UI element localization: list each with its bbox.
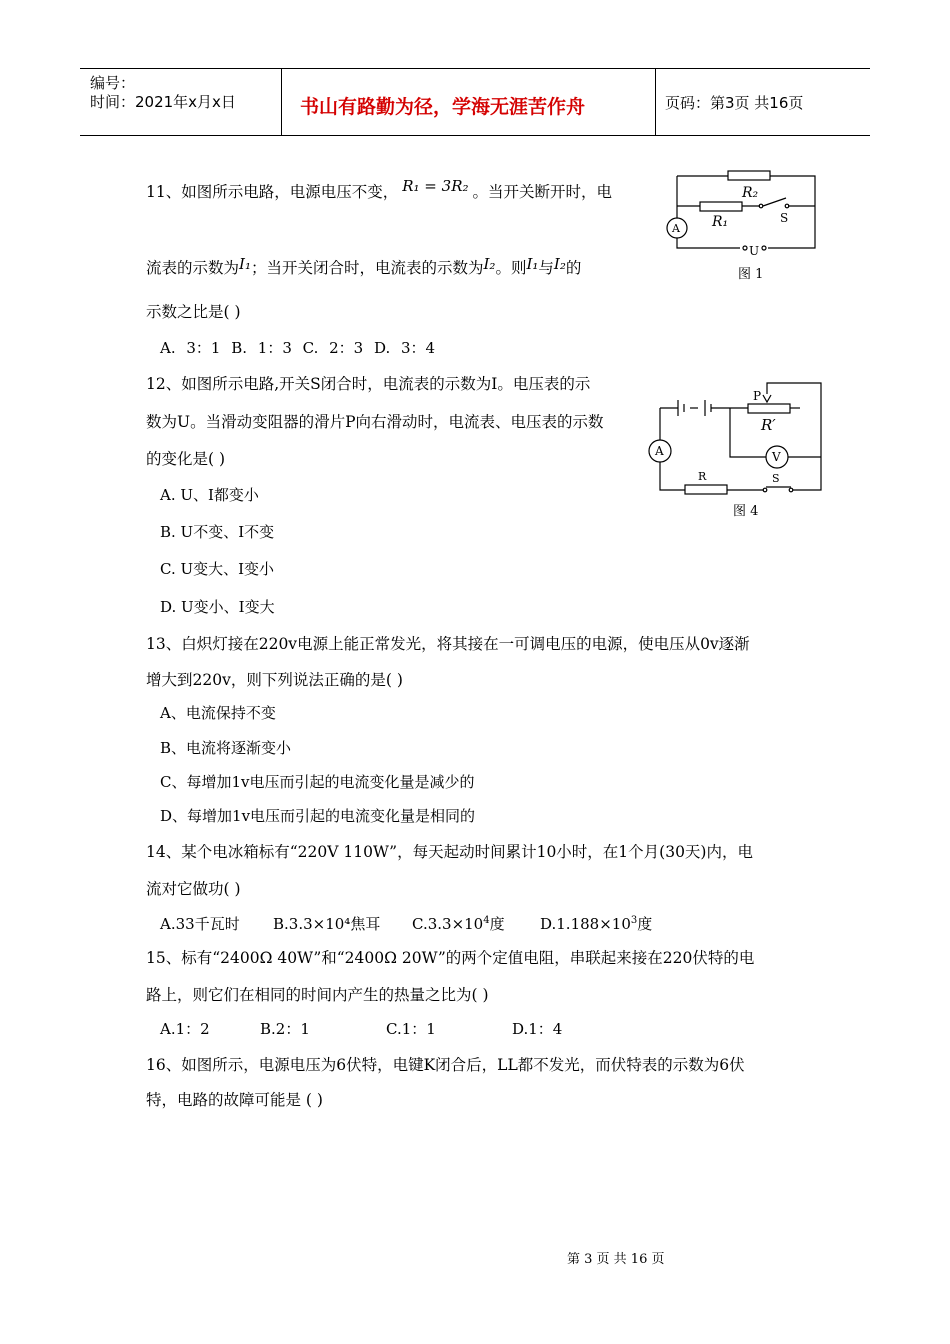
q14-option-c <box>412 913 505 934</box>
fig4-slider-label: P <box>753 389 762 403</box>
header-motto: 书山有路勤为径，学海无涯苦作舟 <box>300 96 586 118</box>
q14-option-c-unit: 度 <box>489 915 505 933</box>
q11-line2-b: ；当开关闭合时，电流表的示数为 <box>250 259 484 277</box>
q12-option-a: A. U、I都变小 <box>160 486 259 504</box>
q13-option-c: C、每增加1v电压而引起的电流变化量是减少的 <box>160 773 475 791</box>
q16-line2: 特，电路的故障可能是 ( ) <box>146 1091 323 1109</box>
q14-option-a: A.33千瓦时 <box>160 915 240 933</box>
q13-line2: 增大到220v，则下列说法正确的是( ) <box>146 671 403 689</box>
q14-option-d <box>540 913 652 934</box>
fig1-u-label: U <box>749 244 760 258</box>
q11-line3: 示数之比是( ) <box>146 303 241 321</box>
q14-line1: 14、某个电冰箱标有“220V 110W”，每天起动时间累计10小时，在1个月(30天)内，电 <box>146 843 753 861</box>
q14-option-d-exp: 3 <box>630 915 638 926</box>
q11-line2-a: 流表的示数为 <box>146 259 240 277</box>
q16-line1: 16、如图所示，电源电压为6伏特，电键K闭合后，LL都不发光，而伏特表的示数为6伏 <box>146 1056 745 1074</box>
q11-line2-d: 与 <box>538 259 554 277</box>
q14-line2: 流对它做功( ) <box>146 880 241 898</box>
q11-i2: I₂ <box>483 255 496 273</box>
q15-option-a: A.1：2 <box>160 1020 210 1038</box>
q13-option-b: B、电流将逐渐变小 <box>160 739 292 757</box>
header-number: 编号： <box>90 74 136 92</box>
q11-text-b: 。当开关断开时，电 <box>472 183 613 201</box>
q12-option-d: D. U变小、I变大 <box>160 598 275 616</box>
fig4-rheostat-label: R′ <box>761 416 776 434</box>
q12-line2: 数为U。当滑动变阻器的滑片P向右滑动时，电流表、电压表的示数 <box>146 413 604 431</box>
q15-line1: 15、标有“2400Ω 40W”和“2400Ω 20W”的两个定值电阻，串联起来接在220伏特的电 <box>146 949 755 967</box>
q12-option-c: C. U变大、I变小 <box>160 560 275 578</box>
header-divider-right <box>655 68 656 135</box>
page-footer: 第 3 页 共 16 页 <box>567 1252 665 1267</box>
header-divider-left <box>281 68 282 135</box>
q15-option-b: B.2：1 <box>260 1020 310 1038</box>
fig4-caption: 图 4 <box>733 504 759 519</box>
fig1-switch-label: S <box>780 211 789 225</box>
q11-i1-b: I₁ <box>526 255 539 273</box>
fig1-r1-label: R₁ <box>712 214 729 230</box>
q11-line2-e: 的 <box>565 259 582 277</box>
q14-option-c-base: C.3.3×10 <box>412 915 484 933</box>
q11-options: A. 3：1 B. 1：3 C. 2：3 D. 3：4 <box>160 339 436 357</box>
fig4-ammeter-label: A <box>655 444 664 458</box>
header-date: 时间：2021年x月x日 <box>90 93 236 111</box>
fig4-voltmeter-label: V <box>772 450 781 464</box>
q11-i2-b: I₂ <box>553 255 566 273</box>
q13-line1: 13、白炽灯接在220v电源上能正常发光，将其接在一可调电压的电源，使电压从0v逐渐 <box>146 635 750 653</box>
q11-formula: R₁ = 3R₂ <box>402 177 469 195</box>
q13-option-d: D、每增加1v电压而引起的电流变化量是相同的 <box>160 807 476 825</box>
q13-option-a: A、电流保持不变 <box>160 704 276 722</box>
q14-option-d-unit: 度 <box>637 915 653 933</box>
fig1-ammeter-label: A <box>672 222 680 235</box>
fig4-resistor-label: R <box>698 470 707 483</box>
q11-line1 <box>146 177 613 202</box>
q15-option-c: C.1：1 <box>386 1020 436 1038</box>
figure-1-circuit <box>660 168 830 288</box>
figure-4-circuit <box>645 378 830 523</box>
q11-line2 <box>146 256 581 278</box>
q11-line2-c: 。则 <box>495 259 527 277</box>
fig1-r2-label: R₂ <box>742 185 759 201</box>
q12-option-b: B. U不变、I不变 <box>160 523 275 541</box>
q14-option-d-base: D.1.188×10 <box>540 915 631 933</box>
fig4-switch-label: S <box>772 472 780 485</box>
q11-text-a: 11、如图所示电路，电源电压不变， <box>146 183 399 201</box>
q14-option-b: B.3.3×10⁴焦耳 <box>273 915 381 933</box>
q12-line3: 的变化是( ) <box>146 450 226 468</box>
header-top-rule <box>80 68 870 69</box>
q15-line2: 路上，则它们在相同的时间内产生的热量之比为( ) <box>146 986 489 1004</box>
q12-line1: 12、如图所示电路,开关S闭合时，电流表的示数为I。电压表的示 <box>146 375 591 393</box>
header-page-code: 页码：第3页 共16页 <box>665 94 804 112</box>
q15-option-d: D.1：4 <box>512 1020 563 1038</box>
q14-option-c-exp: 4 <box>483 915 490 926</box>
q11-i1: I₁ <box>239 255 251 273</box>
header-bottom-rule <box>80 135 870 136</box>
fig1-caption: 图 1 <box>738 267 764 282</box>
